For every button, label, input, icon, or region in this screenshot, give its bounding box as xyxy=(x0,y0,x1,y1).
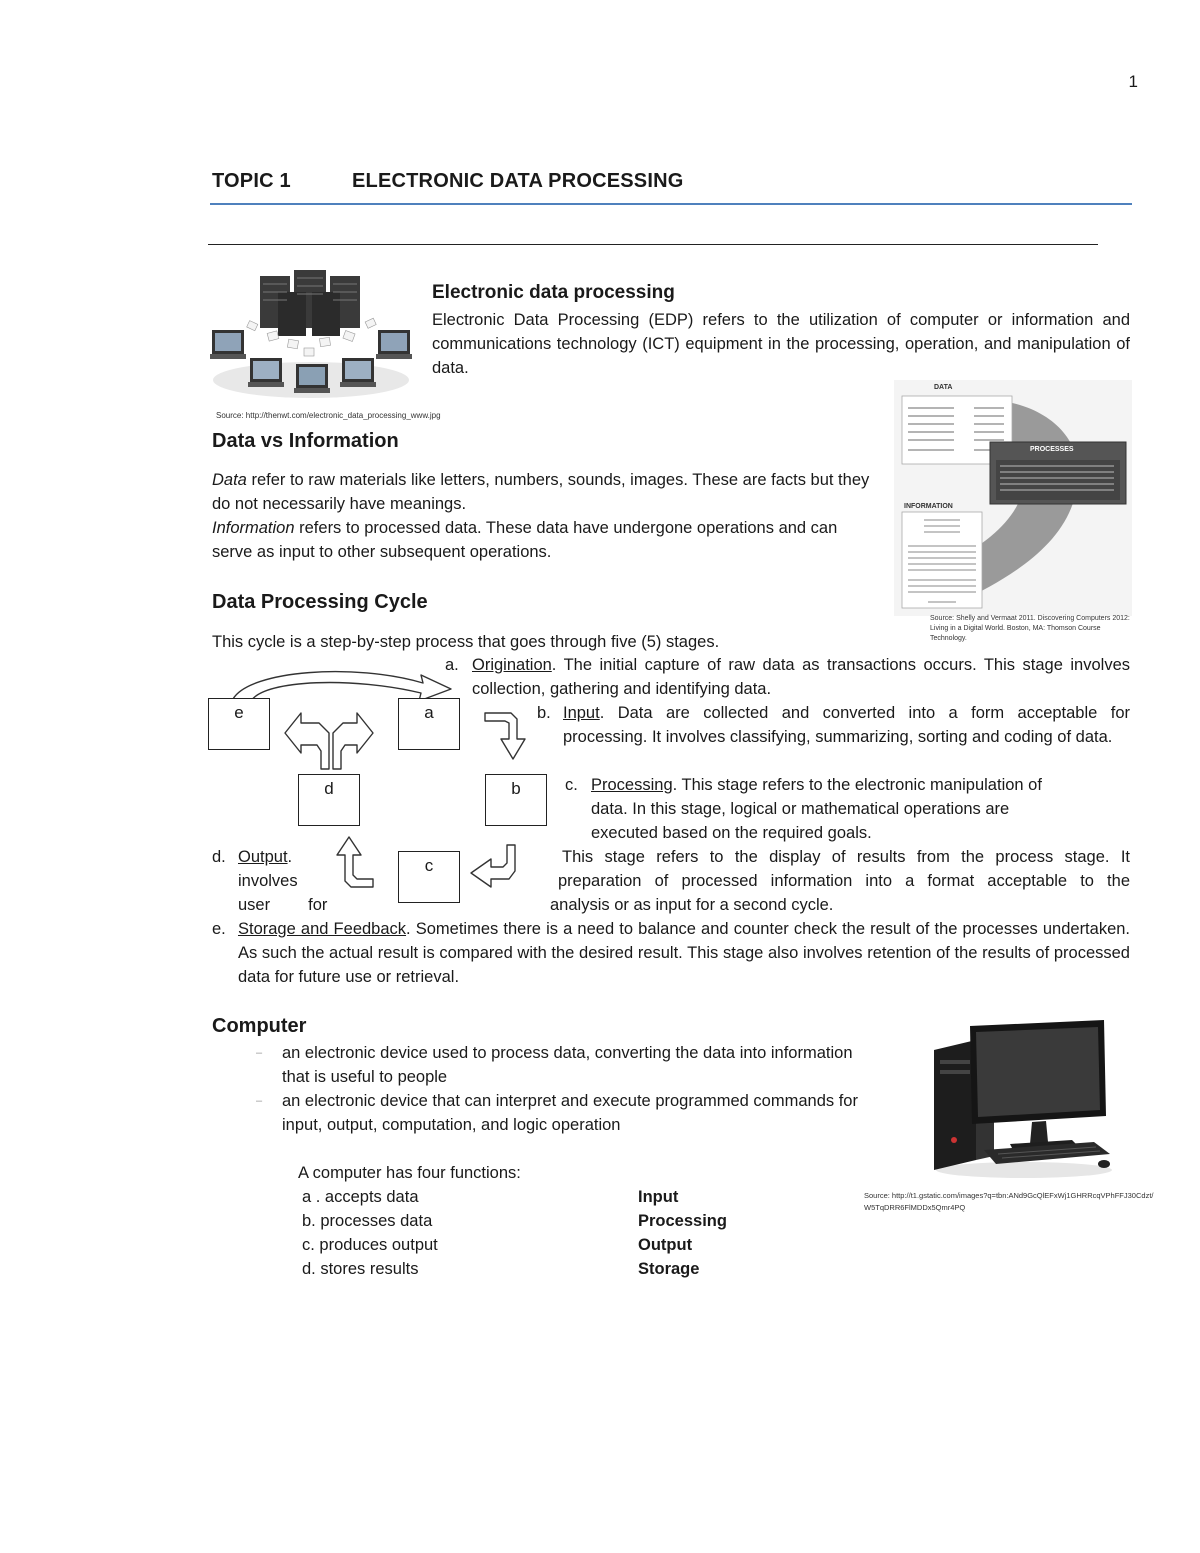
stage-e-term: Storage and Feedback xyxy=(238,920,407,938)
cycle-box-a: a xyxy=(398,698,460,750)
data-term: Data xyxy=(212,471,247,489)
function-name: Processing xyxy=(638,1212,727,1230)
bullet-dash: – xyxy=(256,1047,263,1059)
stage-a-text xyxy=(472,653,1130,701)
function-desc: a . accepts data xyxy=(302,1188,419,1206)
stage-e-text xyxy=(238,917,1130,989)
function-desc: c. produces output xyxy=(302,1236,438,1254)
function-row xyxy=(302,1209,727,1233)
topic-number: TOPIC 1 xyxy=(212,170,291,192)
stage-d-right3: analysis or as input for a second cycle. xyxy=(550,896,834,914)
computer-heading: Computer xyxy=(212,1015,307,1037)
stage-b-marker: b. xyxy=(537,704,551,722)
data-processes-information-figure xyxy=(894,380,1132,616)
stage-c-line1: . This stage refers to the electronic manipulation of xyxy=(672,776,1042,794)
computer-bullet-1-text: an electronic device used to process data, converting the data into information that is useful to people xyxy=(282,1044,853,1086)
cycle-intro: This cycle is a step-by-step process that goes through five (5) stages. xyxy=(212,633,720,651)
function-name: Input xyxy=(638,1188,679,1206)
dvi-paragraph xyxy=(212,468,876,564)
stage-c-text xyxy=(591,773,1121,845)
data-definition: refer to raw materials like letters, numbers, sounds, images. These are facts but they do not necessarily have meanings. xyxy=(212,471,870,513)
cycle-box-d: d xyxy=(298,774,360,826)
cycle-box-b: b xyxy=(485,774,547,826)
edp-heading: Electronic data processing xyxy=(432,282,675,303)
information-definition: refers to processed data. These data have undergone operations and can serve as input to other subsequent operations. xyxy=(212,519,838,561)
desktop-computer-image xyxy=(914,1020,1114,1180)
stage-a-description: . The initial capture of raw data as transactions occurs. This stage involves collection, gathering and identifying data. xyxy=(472,656,1130,698)
stage-c-marker: c. xyxy=(565,776,578,794)
stage-d-left2: involves xyxy=(238,872,298,890)
figure-data-label: DATA xyxy=(934,384,953,391)
stage-c-line2: data. In this stage, logical or mathematical operations are xyxy=(591,800,1010,818)
figure-information-label: INFORMATION xyxy=(904,503,953,510)
information-term: Information xyxy=(212,519,295,537)
cycle-box-e: e xyxy=(208,698,270,750)
function-row xyxy=(302,1257,727,1281)
stage-b-text xyxy=(563,701,1130,749)
function-row xyxy=(302,1233,727,1257)
divider-line xyxy=(208,244,1098,245)
heading-rule xyxy=(210,203,1132,205)
edp-paragraph: Electronic Data Processing (EDP) refers to the utilization of computer or information and communications technology (ICT) equipment in the processing, operation, and manipulation of data. xyxy=(432,311,1130,377)
computer-bullets xyxy=(256,1041,896,1137)
cycle-heading: Data Processing Cycle xyxy=(212,591,428,613)
stage-d-left xyxy=(238,845,327,917)
stage-b-description: . Data are collected and converted into a form acceptable for processing. It involves classifying, summarizing, sorting and coding of data. xyxy=(563,704,1130,746)
stage-e-description: . Sometimes there is a need to balance and counter check the result of the processes undertaken. As such the actual result is compared with the desired result. This stage also involves retention of the results of processed data for future use or retrieval. xyxy=(238,920,1131,986)
figure-source: Source: Shelly and Vermaat 2011. Discovering Computers 2012: Living in a Digital World. Boston, MA: Thomson Course Technology. xyxy=(930,615,1130,642)
topic-title: ELECTRONIC DATA PROCESSING xyxy=(352,170,684,192)
stage-b-term: Input xyxy=(563,704,600,722)
page-number: 1 xyxy=(1128,72,1138,91)
stage-d-right1: This stage refers to the display of results from the process stage. It xyxy=(562,848,1130,866)
stage-a-marker: a. xyxy=(445,656,459,674)
stage-a-term: Origination xyxy=(472,656,552,674)
stage-d-period: . xyxy=(287,848,293,866)
function-desc: b. processes data xyxy=(302,1212,433,1230)
stage-d-term: Output xyxy=(238,848,288,866)
figure-processes-label: PROCESSES xyxy=(1030,446,1074,453)
computer-bullet-1 xyxy=(256,1041,896,1089)
functions-intro: A computer has four functions: xyxy=(298,1164,521,1182)
cycle-box-c: c xyxy=(398,851,460,903)
stage-d-right2: preparation of processed information into a format acceptable to the xyxy=(558,872,1130,890)
computer-bullet-2 xyxy=(256,1089,896,1137)
servers-network-image xyxy=(208,262,414,402)
stage-d-left3a: user xyxy=(238,896,271,914)
functions-list xyxy=(302,1185,727,1281)
stage-d-left3b: for xyxy=(308,896,328,914)
stage-c-term: Processing xyxy=(591,776,673,794)
stage-e-marker: e. xyxy=(212,920,226,938)
function-row xyxy=(302,1185,727,1209)
dvi-heading: Data vs Information xyxy=(212,430,399,452)
bullet-dash: – xyxy=(256,1095,263,1107)
stage-c-line3: executed based on the required goals. xyxy=(591,824,872,842)
function-desc: d. stores results xyxy=(302,1260,419,1278)
stage-d-marker: d. xyxy=(212,848,226,866)
computer-bullet-2-text: an electronic device that can interpret and execute programmed commands for input, output, computation, and logic operation xyxy=(282,1092,858,1134)
topic-heading xyxy=(212,170,684,193)
function-name: Output xyxy=(638,1236,693,1254)
edp-image-source: Source: http://thenwt.com/electronic_data_processing_www.jpg xyxy=(216,411,441,420)
function-name: Storage xyxy=(638,1260,700,1278)
computer-image-source: Source: http://t1.gstatic.com/images?q=tbn:ANd9GcQlEFxWj1GHRRcqVPhFFJ30Cdzt/W5TqDRR6FlMDDx5Qmr4PQ xyxy=(864,1191,1154,1212)
